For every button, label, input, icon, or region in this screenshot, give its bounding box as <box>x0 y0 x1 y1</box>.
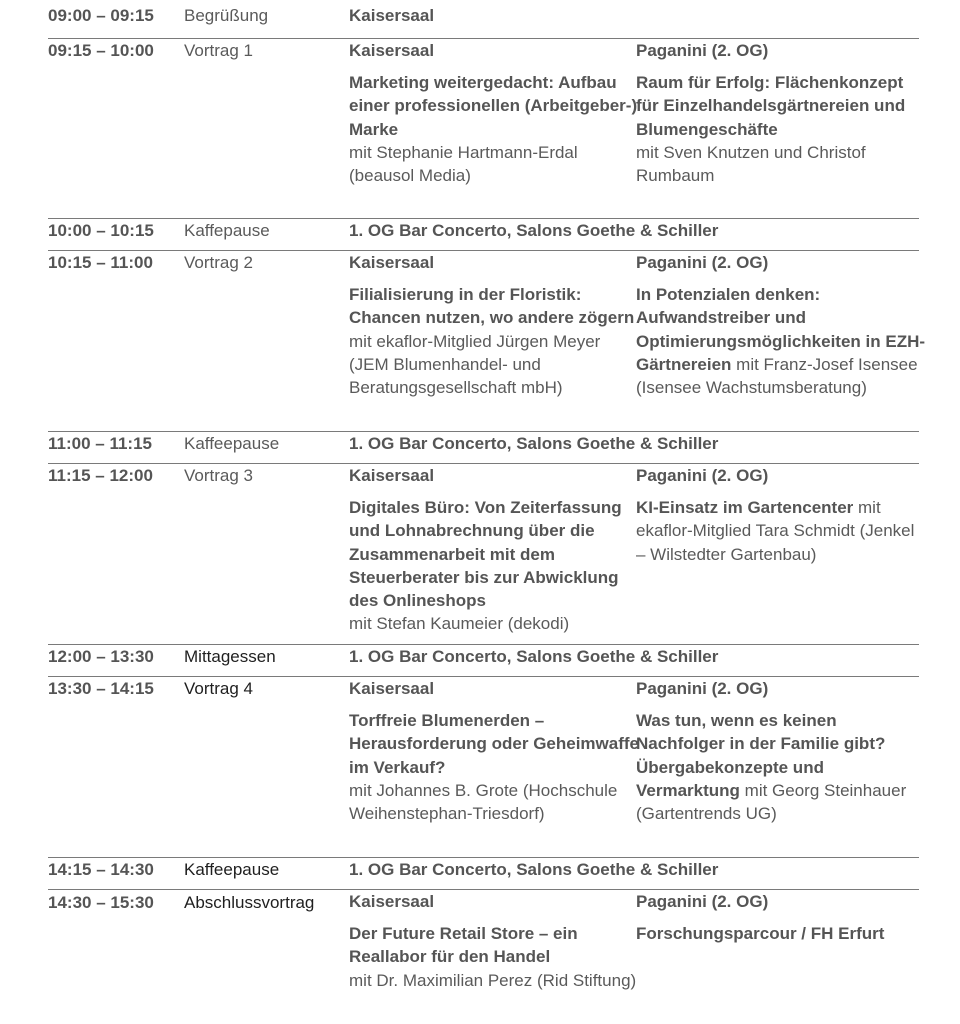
session-label: Vortrag 1 <box>184 41 253 60</box>
schedule-row <box>48 889 919 1024</box>
talk-speaker: mit Stefan Kaumeier (dekodi) <box>349 614 570 634</box>
talk-title: Raum für Erfolg: Flächenkonzept für Einzelhandelsgärtnereien und Blumengeschäfte <box>636 73 906 139</box>
time-slot: 09:15 – 10:00 <box>48 41 154 60</box>
time-slot: 13:30 – 14:15 <box>48 679 154 698</box>
time-slot: 11:15 – 12:00 <box>48 466 153 485</box>
venue: 1. OG Bar Concerto, Salons Goethe & Schiller <box>349 647 719 666</box>
talk-speaker: mit Franz-Josef Isensee (Isensee Wachstumsberatung) <box>636 354 918 398</box>
talk-right <box>636 251 926 399</box>
venue: Paganini (2. OG) <box>636 679 769 698</box>
talk-left <box>349 890 639 992</box>
venue: Paganini (2. OG) <box>636 466 769 485</box>
schedule-row <box>48 38 919 219</box>
talk-title: KI-Einsatz im Gartencenter <box>636 498 854 518</box>
talk-title: In Potenzialen denken: Aufwandstreiber und Optimierungsmöglichkeiten in EZH-Gärtnereien <box>636 285 926 374</box>
time-slot: 10:15 – 11:00 <box>48 253 153 272</box>
session-label: Vortrag 3 <box>184 466 253 485</box>
talk-title: Der Future Retail Store – ein Reallabor für den Handel <box>349 924 578 967</box>
session-label: Begrüßung <box>184 6 269 25</box>
schedule-row <box>48 463 919 645</box>
session-label: Mittagessen <box>184 647 276 666</box>
venue: Kaisersaal <box>349 253 435 272</box>
session-label: Kaffeepause <box>184 434 280 453</box>
schedule-row <box>48 250 926 432</box>
time-slot: 11:00 – 11:15 <box>48 434 152 453</box>
session-label: Vortrag 4 <box>184 679 253 698</box>
talk-right <box>636 39 926 187</box>
talk-title: Marketing weitergedacht: Aufbau einer professionellen (Arbeitgeber-) Marke <box>349 73 638 139</box>
schedule-row <box>48 857 919 890</box>
talk-title: Was tun, wenn es keinen Nachfolger in der Familie gibt? Übergabekonzepte und Vermarktung <box>636 711 886 800</box>
talk-speaker: mit Sven Knutzen und Christof Rumbaum <box>636 142 866 186</box>
session-label: Kaffeepause <box>184 860 280 879</box>
schedule-row <box>48 6 919 38</box>
session-label: Abschlussvortrag <box>184 893 315 912</box>
talk-left <box>349 677 639 825</box>
venue: Kaisersaal <box>349 6 435 25</box>
venue: Paganini (2. OG) <box>636 892 769 911</box>
talk-title: Torffreie Blumenerden – Herausforderung oder Geheimwaffe im Verkauf? <box>349 711 640 777</box>
schedule-row <box>48 676 919 858</box>
schedule-row <box>48 644 919 677</box>
talk-speaker: mit Johannes B. Grote (Hochschule Weihenstephan-Triesdorf) <box>349 780 618 824</box>
talk-left <box>349 464 639 635</box>
venue: Kaisersaal <box>349 41 435 60</box>
venue: Kaisersaal <box>349 466 435 485</box>
time-slot: 12:00 – 13:30 <box>48 647 154 666</box>
talk-right <box>636 464 926 566</box>
schedule-row <box>48 431 919 464</box>
talk-left <box>349 39 639 187</box>
venue: Paganini (2. OG) <box>636 41 769 60</box>
schedule-row <box>48 218 919 251</box>
time-slot: 10:00 – 10:15 <box>48 221 154 240</box>
talk-speaker: mit ekaflor-Mitglied Tara Schmidt (Jenkel – Wilstedter Gartenbau) <box>636 498 915 564</box>
talk-speaker: mit Dr. Maximilian Perez (Rid Stiftung) <box>349 970 637 990</box>
venue: 1. OG Bar Concerto, Salons Goethe & Schiller <box>349 434 719 453</box>
talk-title: Digitales Büro: Von Zeiterfassung und Lohnabrechnung über die Zusammenarbeit mit dem Steuerberater bis zur Abwicklung des Onlineshops <box>349 498 622 611</box>
talk-title: Forschungsparcour / FH Erfurt <box>636 924 885 944</box>
venue: Paganini (2. OG) <box>636 253 769 272</box>
talk-right <box>636 890 926 945</box>
session-label: Vortrag 2 <box>184 253 253 272</box>
session-label: Kaffepause <box>184 221 270 240</box>
talk-title: Filialisierung in der Floristik: Chancen nutzen, wo andere zögern <box>349 285 635 328</box>
venue: 1. OG Bar Concerto, Salons Goethe & Schiller <box>349 221 719 240</box>
talk-speaker: mit Georg Steinhauer (Gartentrends UG) <box>636 780 907 824</box>
talk-right <box>636 677 926 825</box>
time-slot: 14:15 – 14:30 <box>48 860 154 879</box>
venue: Kaisersaal <box>349 892 435 911</box>
venue: Kaisersaal <box>349 679 435 698</box>
time-slot: 09:00 – 09:15 <box>48 6 154 25</box>
talk-speaker: mit Stephanie Hartmann-Erdal (beausol Media) <box>349 142 578 186</box>
talk-left <box>349 251 639 399</box>
time-slot: 14:30 – 15:30 <box>48 893 154 912</box>
venue: 1. OG Bar Concerto, Salons Goethe & Schiller <box>349 860 719 879</box>
talk-speaker: mit ekaflor-Mitglied Jürgen Meyer (JEM Blumenhandel- und Beratungsgesellschaft mbH) <box>349 331 601 398</box>
